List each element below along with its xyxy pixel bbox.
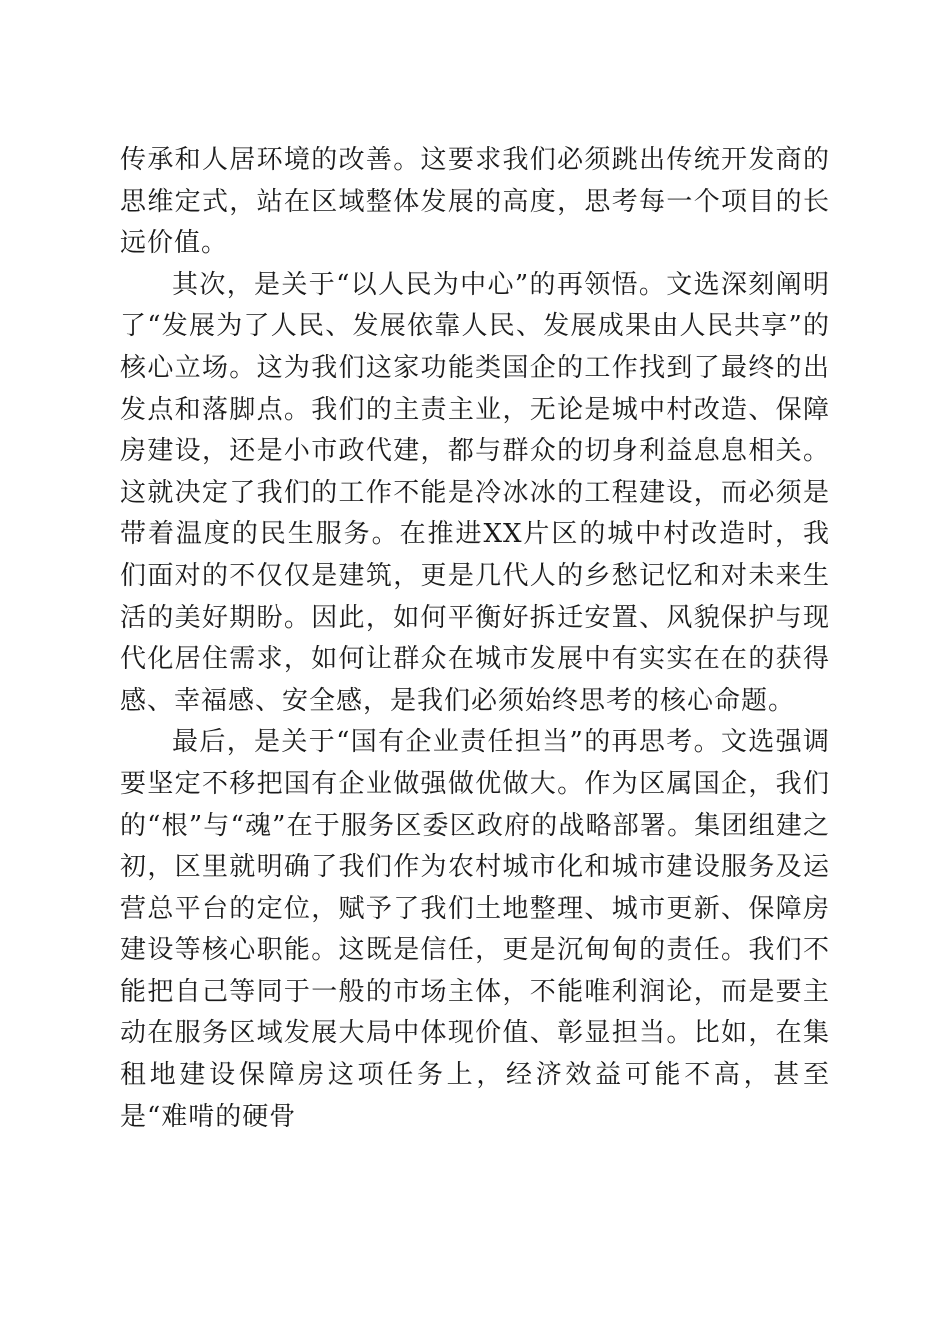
paragraph-3: 最后，是关于“国有企业责任担当”的再思考。文选强调要坚定不移把国有企业做强做优做大。作为区属国企，我们的“根”与“魂”在于服务区委区政府的战略部署。集团组建之初，区里就明确了我们作为农村城市化和城市建设服务及运营总平台的定位，赋予了我们土地整理、城市更新、保障房建设等核心职能。这既是信任，更是沉甸甸的责任。我们不能把自己等同于一般的市场主体，不能唯利润论，而是要主动在服务区域发展大局中体现价值、彰显担当。比如，在集租地建设保障房这项任务上，经济效益可能不高，甚至是“难啃的硬骨 [120, 727, 830, 1132]
paragraph-1: 传承和人居环境的改善。这要求我们必须跳出传统开发商的思维定式，站在区域整体发展的高度，思考每一个项目的长远价值。 [120, 145, 830, 259]
document-body [120, 140, 830, 1138]
paragraph-2: 其次，是关于“以人民为中心”的再领悟。文选深刻阐明了“发展为了人民、发展依靠人民、发展成果由人民共享”的核心立场。这为我们这家功能类国企的工作找到了最终的出发点和落脚点。我们的主责主业，无论是城中村改造、保障房建设，还是小市政代建，都与群众的切身利益息息相关。这就决定了我们的工作不能是冷冰冰的工程建设，而必须是带着温度的民生服务。在推进XX片区的城中村改造时，我们面对的不仅仅是建筑，更是几代人的乡愁记忆和对未来生活的美好期盼。因此，如何平衡好拆迁安置、风貌保护与现代化居住需求，如何让群众在城市发展中有实实在在的获得感、幸福感、安全感，是我们必须始终思考的核心命题。 [120, 269, 830, 716]
